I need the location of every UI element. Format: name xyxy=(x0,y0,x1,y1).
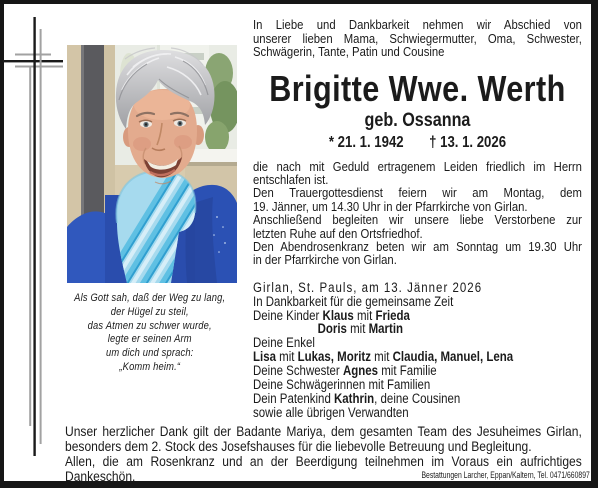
poem-line: das Atmen zu schwer wurde, xyxy=(87,319,212,332)
announcement-line: Den Trauergottesdienst feiern wir am Montag, dem xyxy=(253,185,582,201)
poem-line: Als Gott sah, daß der Weg zu lang, xyxy=(74,292,226,304)
mourners-list xyxy=(253,281,582,420)
announcement-line: letzten Ruhe auf den Ortsfriedhof. xyxy=(253,225,423,241)
intro-line: In Liebe und Dankbarkeit nehmen wir Abschied von xyxy=(253,17,582,32)
relatives-line: sowie alle übrigen Verwandten xyxy=(253,404,409,420)
poem-line: „Komm heim.“ xyxy=(119,360,181,373)
sister-line: Deine Schwester Agnes mit Familie xyxy=(253,363,437,379)
intro-line: unserer lieben Mama, Schwiegermutter, Oma, Schwester, xyxy=(253,30,582,46)
godchild-line: Dein Patenkind Kathrin, deine Cousinen xyxy=(253,391,461,406)
poem-line: um dich und sprach: xyxy=(106,347,194,360)
gratitude-line: In Dankbarkeit für die gemeinsame Zeit xyxy=(253,293,454,309)
sisters-in-law-line: Deine Schwägerinnen mit Familien xyxy=(253,377,431,393)
maiden-name: geb. Ossanna xyxy=(364,109,471,131)
grandchildren-line: Lisa mit Lukas, Moritz mit Claudia, Manuel, Lena xyxy=(253,349,514,365)
children-line-2: Doris mit Martin xyxy=(317,321,404,337)
grandchildren-label: Deine Enkel xyxy=(253,335,315,351)
children-line-1: Deine Kinder Klaus mit Frieda xyxy=(253,307,410,323)
deceased-name: Brigitte Wwe. Werth xyxy=(269,67,566,109)
announcement-line: in der Pfarrkirche von Girlan. xyxy=(253,252,397,268)
memorial-cross-icon xyxy=(0,0,70,470)
poem-line: legte er seinen Arm xyxy=(107,333,192,346)
death-date: † 13. 1. 2026 xyxy=(429,133,507,151)
poem-line: der Hügel zu steil, xyxy=(110,305,189,318)
announcement-line: Den Abendrosenkranz beten wir am Sonntag um 19.30 Uhr xyxy=(253,238,582,254)
thanks-line: Allen, die am Rosenkranz und an der Beerdigung teilnehmen im Voraus ein aufrichtiges xyxy=(65,454,582,471)
intro-paragraph xyxy=(253,18,582,59)
memorial-poem xyxy=(69,292,231,375)
thanks-line: Unser herzlicher Dank gilt der Badante Mariya, dem gesamten Team des Jesuheimes Girlan, xyxy=(65,424,582,440)
birth-date: * 21. 1. 1942 xyxy=(328,133,404,151)
announcement-paragraph xyxy=(253,160,582,267)
place-date-line: Girlan, St. Pauls, am 13. Jänner 2026 xyxy=(253,279,483,295)
thanks-line: Dankeschön. xyxy=(65,469,136,486)
intro-line: Schwägerin, Tante, Patin und Cousine xyxy=(253,44,445,59)
announcement-line: Anschließend begleiten wir unsere liebe Verstorbene zur xyxy=(253,212,582,228)
funeral-home-credit: Bestattungen Larcher, Eppan/Kaltern, Tel. 0471/660897 xyxy=(421,470,590,481)
announcement-line: entschlafen ist. xyxy=(253,171,329,187)
announcement-line: 19. Jänner, um 14.30 Uhr in der Pfarrkirche von Girlan. xyxy=(253,198,528,214)
thanks-line: besonders dem 2. Stock des Josefshauses für die liebevolle Betreuung und Begleitung. xyxy=(65,439,532,456)
announcement-line: die nach mit Geduld ertragenem Leiden friedlich im Herrn xyxy=(253,158,582,174)
portrait-photo xyxy=(67,45,237,283)
life-dates xyxy=(253,135,582,151)
notice-text-column xyxy=(253,0,582,420)
